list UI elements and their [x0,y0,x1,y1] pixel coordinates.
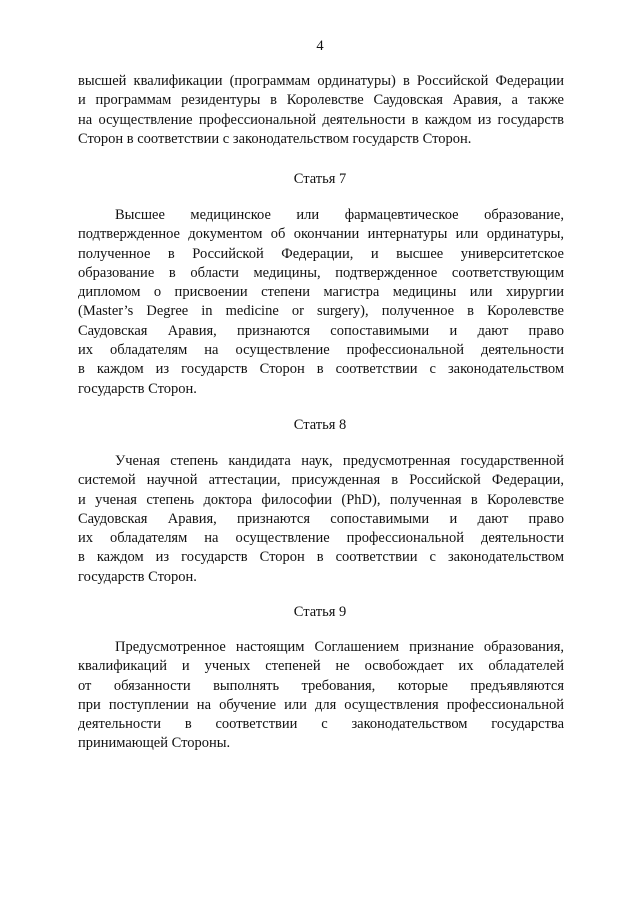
article-9-heading: Статья 9 [293,604,347,620]
paragraph-line: дипломом о присвоении степени магистра медицины или хирургии [78,284,564,301]
article-9-paragraph [78,638,564,754]
paragraph-line: Саудовская Аравия, признаются сопоставимыми и дают право [78,510,564,527]
paragraph-line: и ученая степень доктора философии (PhD), полученная в Королевстве [78,491,564,508]
paragraph-line: полученное в Российской Федерации, и высшее университетское [78,245,564,262]
paragraph-line: их обладателям на осуществление профессиональной деятельности [78,342,564,359]
paragraph-line: Ученая степень кандидата наук, предусмотренная государственной [115,453,564,469]
paragraph-line: от обязанности выполнять требования, которые предъявляются [78,677,564,694]
article-7-heading: Статья 7 [293,171,347,187]
paragraph-line: их обладателям на осуществление профессиональной деятельности [78,530,564,547]
paragraph-line: деятельности в соответствии с законодательством государства [78,716,564,733]
paragraph-line: в каждом из государств Сторон в соответствии с законодательством [78,549,564,566]
article-8-paragraph [78,452,564,587]
paragraph-line: государств Сторон. [78,380,197,397]
paragraph-line: государств Сторон. [78,568,197,585]
page-number: 4 [316,38,324,54]
paragraph-line: на осуществление профессиональной деятельности в каждом из государств [78,111,564,128]
paragraph-line: Саудовская Аравия, признаются сопоставимыми и дают право [78,322,564,339]
paragraph-line: подтвержденное документом об окончании интернатуры или ординатуры, [78,226,564,243]
paragraph-line: образование в области медицины, подтвержденное соответствующим [78,264,564,281]
paragraph-line: (Master’s Degree in medicine or surgery), полученное в Королевстве [78,303,564,320]
article-7-paragraph [78,206,564,399]
paragraph-line: Предусмотренное настоящим Соглашением признание образования, [115,639,564,655]
paragraph-line: и программам резидентуры в Королевстве Саудовская Аравия, а также [78,92,564,109]
paragraph-line: системой научной аттестации, присужденная в Российской Федерации, [78,472,564,489]
intro-paragraph [78,72,564,149]
paragraph-line: квалификаций и ученых степеней не освобождает их обладателей [78,658,564,675]
paragraph-line: Сторон в соответствии с законодательством государств Сторон. [78,130,472,147]
paragraph-line: в каждом из государств Сторон в соответствии с законодательством [78,361,564,378]
article-8-heading: Статья 8 [293,417,347,433]
paragraph-line: принимающей Стороны. [78,735,231,752]
paragraph-line: высшей квалификации (программам ординатуры) в Российской Федерации [78,73,564,89]
paragraph-line: Высшее медицинское или фармацевтическое образование, [115,207,564,223]
paragraph-line: при поступлении на обучение или для осуществления профессиональной [78,696,564,713]
